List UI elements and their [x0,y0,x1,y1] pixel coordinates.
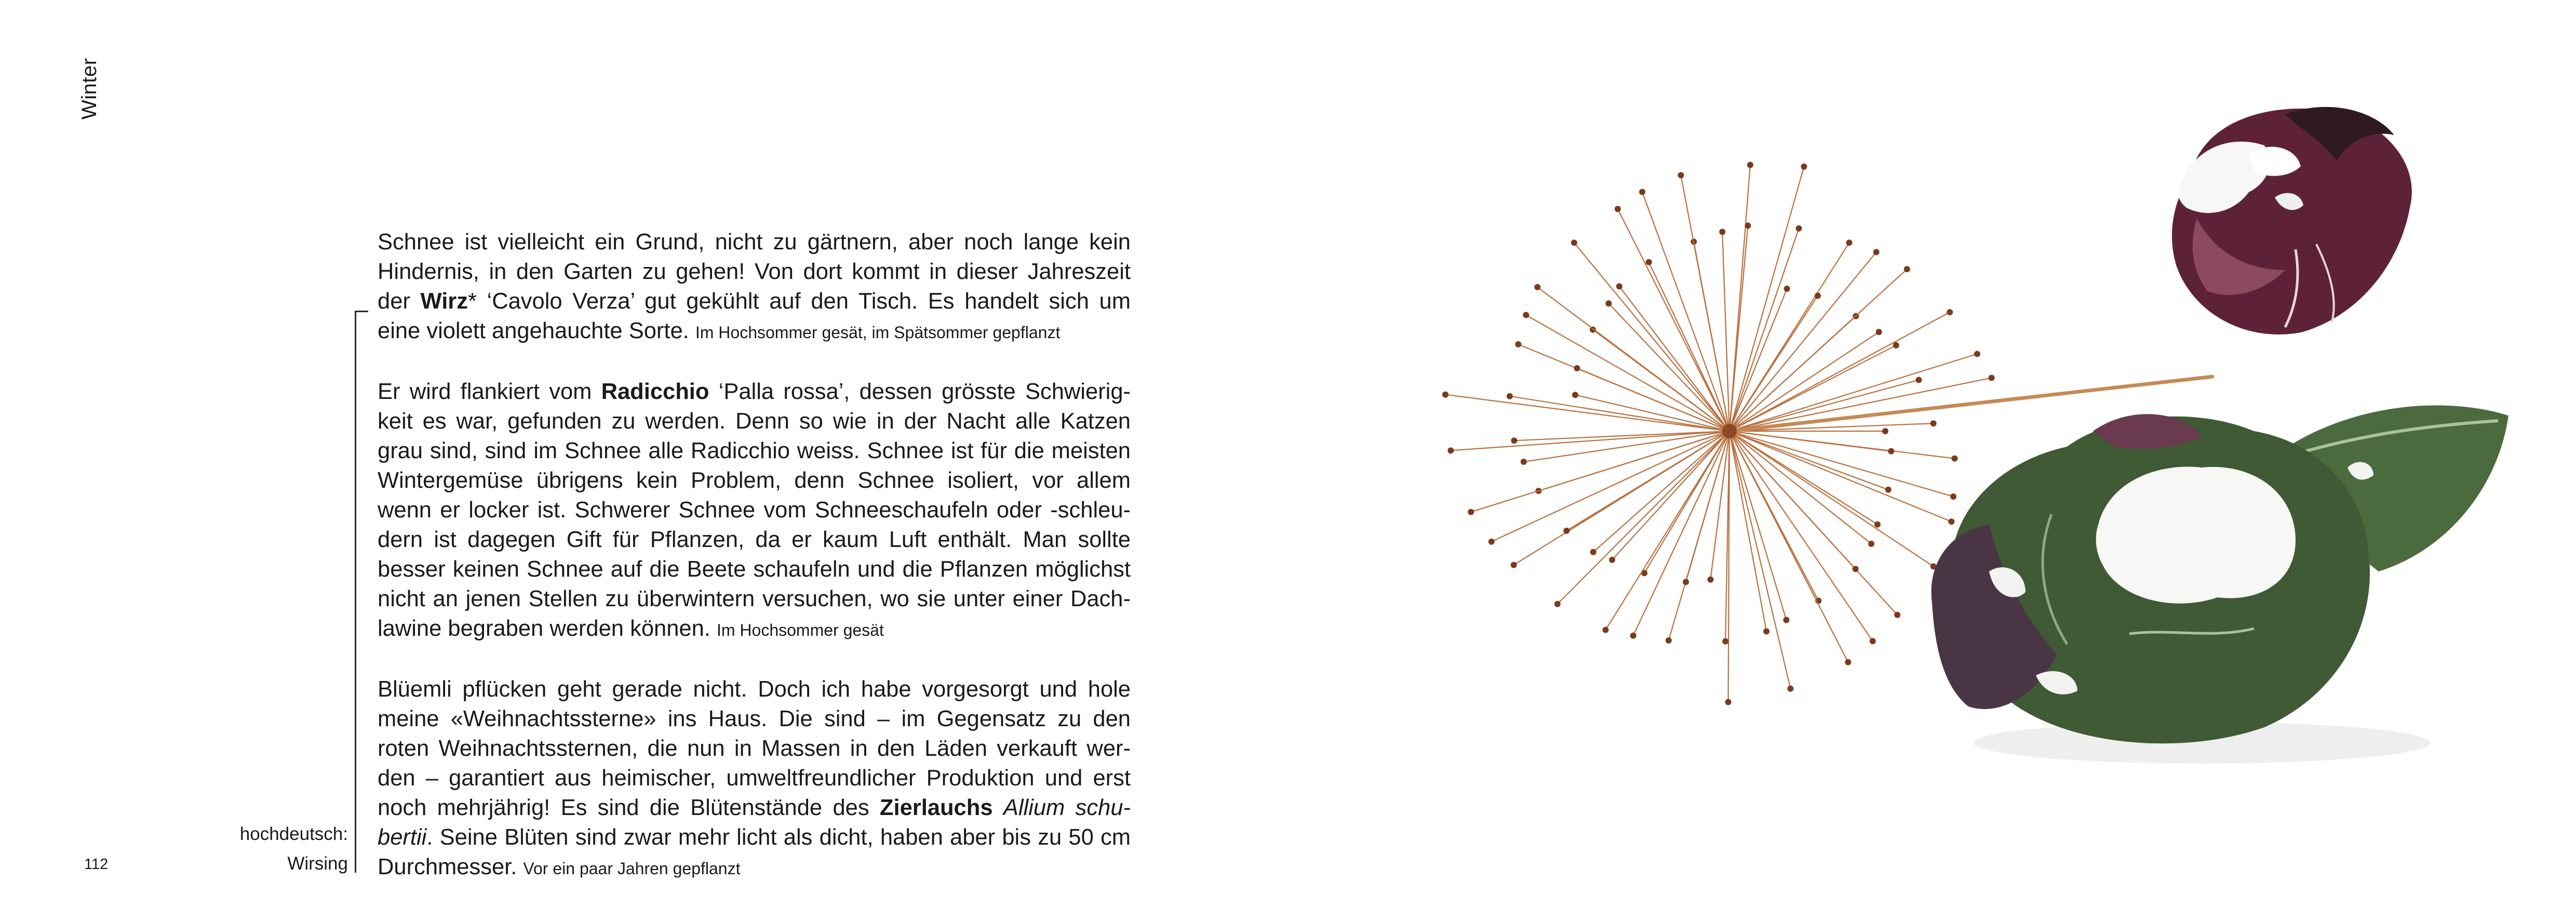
cultivation-note: Im Hochsommer gesät, im Spätsommer gepflanzt [695,323,1061,342]
allium-seed [1870,638,1876,644]
allium-ray [1608,303,1729,431]
text-line: dern ist dagegen Gift für Pflanzen, da er kaum Luft enthält. Man sollte [378,527,1131,552]
allium-center [1722,424,1737,438]
allium-seed [1947,309,1953,315]
margin-bracket [355,311,356,873]
allium-seed [1511,562,1517,568]
paragraph-zierlauch [378,675,1131,884]
allium-seed [1447,447,1454,453]
allium-seed [1683,579,1689,585]
allium-seed [1630,633,1636,639]
allium-seed [1515,341,1521,348]
allium-ray [1729,431,1791,689]
allium-seed [1615,206,1621,212]
allium-seed [1788,686,1794,692]
allium-ray [1642,192,1729,432]
margin-note-label: hochdeutsch: [239,824,348,844]
allium-seed [1678,172,1684,178]
term-radicchio: Radicchio [601,379,709,404]
allium-seed [1646,259,1652,265]
allium-seed [1523,312,1529,318]
allium-seed [1571,239,1577,246]
radicchio-head [2172,109,2412,335]
allium-rays [1442,162,1995,705]
term-wirz: Wirz [420,289,468,314]
allium-seed [1873,249,1880,255]
text-line: lawine begraben werden können. Im Hochsommer gesät [378,616,884,641]
text-line: Schnee ist vielleicht ein Grund, nicht zu gärtnern, aber noch lange kein [378,230,1131,255]
text-line: roten Weihnachtssternen, die nun in Massen in den Läden verkauft wer- [378,736,1131,761]
allium-ray [1729,252,1876,431]
wirz-photo [1922,384,2524,769]
allium-ray [1510,396,1729,431]
allium-seed [1974,351,1980,357]
allium-seed [1554,601,1561,607]
allium-seed [1885,487,1891,493]
text-line: keit es war, gefunden zu werden. Denn so wie in der Nacht alle Katzen [378,409,1131,434]
radicchio-photo [2129,94,2425,348]
text-line: Wintergemüse übrigens kein Problem, denn Schnee isoliert, vor allem [378,468,1131,493]
text-line: wenn er locker ist. Schwerer Schnee vom Schneeschaufeln oder -schleu- [378,498,1131,523]
allium-ray [1451,431,1729,450]
allium-ray [1729,431,1934,566]
allium-seed [1521,459,1527,465]
allium-seed [1894,612,1900,618]
text-line: noch mehrjährig! Es sind die Blütenstände des Zierlauchs Allium schu- [378,795,1131,820]
allium-ray [1681,175,1730,431]
margin-note [240,819,348,878]
allium-ray [1612,431,1729,560]
text-line: der Wirz* ‘Cavolo Verza’ gut gekühlt auf den Tisch. Es handelt sich um [378,289,1131,314]
botanical-name: Allium schu- [1003,795,1131,820]
allium-seed [1801,164,1807,170]
text-line: den – garantiert aus heimischer, umweltfreundlicher Produktion und erst [378,766,1131,791]
cultivation-note: Vor ein paar Jahren gepflanzt [523,859,741,878]
allium-seed [1666,637,1672,644]
allium-ray [1471,431,1729,512]
allium-ray [1729,431,1871,544]
allium-ray [1633,431,1729,636]
allium-ray [1729,167,1804,431]
allium-seed [1603,627,1609,633]
text-line: Durchmesser. Vor ein paar Jahren gepflanzt [378,854,741,879]
allium-seed [1534,284,1540,290]
allium-seed [1609,557,1615,563]
allium-seed [1796,225,1802,232]
allium-seed [1722,638,1728,645]
allium-ray [1574,243,1729,431]
allium-ray [1729,431,1848,662]
allium-seed [1507,393,1513,399]
paragraph-wirz [378,228,1131,348]
allium-seed [1876,329,1882,335]
running-head-text: Winter [78,58,101,119]
allium-seed [1853,566,1859,572]
allium-ray [1649,262,1729,431]
text-column [378,228,1131,884]
cultivation-note: Im Hochsommer gesät [716,621,884,639]
text-line: grau sind, sind im Schnee alle Radicchio weiss. Schnee ist für die meisten [378,438,1131,463]
text-line: Hindernis, in den Garten zu gehen! Von dort kommt in dieser Jahreszeit [378,259,1131,284]
allium-seed [1719,229,1725,235]
allium-seed [1747,162,1753,168]
allium-ray [1729,431,1873,641]
text-line: bertii. Seine Blüten sind zwar mehr licht als dicht, haben aber bis zu 50 cm [378,825,1131,850]
text-line: Blüemli pflücken geht gerade nicht. Doch ich habe vorgesorgt und hole [378,677,1131,702]
text-line: meine «Weihnachtssterne» ins Haus. Die sind – im Gegensatz zu den [378,706,1131,731]
allium-ray [1729,431,1953,497]
allium-seed [1511,437,1517,444]
text-line: besser keinen Schnee auf die Beete schaufeln und die Pflanzen möglichst [378,557,1131,582]
allium-ray [1729,431,1766,632]
allium-seed [1745,222,1751,229]
allium-seed [1916,377,1922,383]
allium-seed [1590,549,1596,555]
running-head [78,42,106,119]
allium-ray [1618,209,1729,431]
allium-seed [1488,539,1495,545]
allium-seed [1763,629,1769,635]
cabbage-snow [2096,466,2296,603]
allium-seed [1605,300,1612,306]
allium-seed [1845,659,1851,665]
text-line: Er wird flankiert vom Radicchio ‘Palla rossa’, dessen grösste Schwierig- [378,379,1131,404]
text-line: nicht an jenen Stellen zu überwintern versuchen, wo sie unter einer Dach- [378,586,1131,611]
margin-note-term: Wirsing [287,853,348,874]
allium-seed [1893,342,1899,349]
allium-ray [1593,431,1729,552]
allium-seed [1563,528,1569,534]
allium-seed [1874,522,1881,528]
allium-seed [1639,189,1645,195]
paragraph-radicchio [378,377,1131,645]
allium-ray [1729,289,1787,431]
allium-ray [1526,315,1729,431]
allium-ray [1606,431,1730,630]
allium-seed [1442,392,1448,398]
allium-seed [1783,617,1790,623]
allium-seed [1846,239,1853,246]
allium-seed [1868,541,1874,547]
allium-seed [1904,266,1910,272]
allium-seed [1882,428,1888,434]
allium-seed [1616,283,1622,289]
allium-ray [1558,431,1729,604]
allium-seed [1708,577,1714,583]
allium-ray [1537,287,1729,431]
botanical-name: bertii [378,825,427,850]
allium-seed [1572,392,1578,398]
text-line: eine violett angehauchte Sorte. Im Hochsommer gesät, im Spätsommer gepflanzt [378,318,1061,343]
allium-seed [1815,292,1821,299]
allium-seed [1888,448,1894,455]
allium-seed [1784,286,1790,292]
allium-seed [1468,509,1474,515]
allium-seed [1989,375,1995,381]
allium-ray [1729,431,1856,569]
page-number: 112 [84,856,109,873]
margin-bracket-tick [355,311,368,312]
term-zierlauch: Zierlauchs [879,795,993,820]
allium-ray [1492,431,1729,542]
allium-seed [1725,699,1732,705]
allium-seed [1574,365,1580,371]
